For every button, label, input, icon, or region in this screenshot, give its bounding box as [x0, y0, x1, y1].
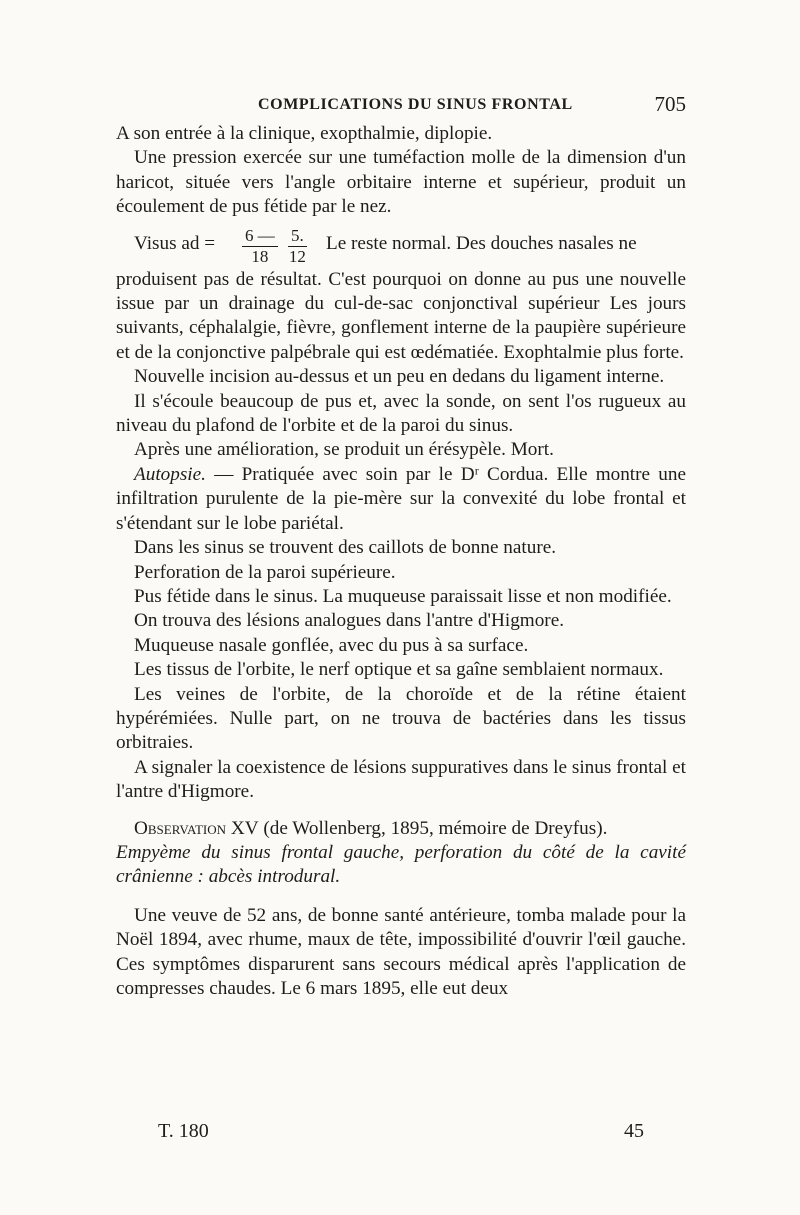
paragraph: Il s'écoule beaucoup de pus et, avec la sonde, on sent l'os rugueux au niveau du plafond de l'orbite et de la paroi du sinus.	[116, 390, 686, 437]
visus-line	[116, 220, 686, 268]
body-text	[116, 122, 686, 1001]
paragraph: Dans les sinus se trouvent des caillots de bonne nature.	[134, 537, 557, 559]
paragraph: On trouva des lésions analogues dans l'antre d'Higmore.	[134, 610, 565, 632]
visus-fraction-1	[242, 226, 278, 267]
folio-number: 45	[624, 1120, 644, 1142]
paragraph: A son entrée à la clinique, exopthalmie, diplopie.	[116, 123, 493, 144]
paragraph: produisent pas de résultat. C'est pourquoi on donne au pus une nouvelle issue par un drainage du cul-de-sac conjonctival supérieur Les jours suivants, céphalalgie, fièvre, gonflement interne de la paupière supérieure et de la conjonctive palpébrale qui est œdématiée. Exophtalmie plus forte.	[116, 268, 686, 363]
paragraph: Pus fétide dans le sinus. La muqueuse paraissait lisse et non modifiée.	[134, 585, 672, 607]
visus-label: Visus ad =	[134, 232, 216, 254]
paragraph: Après une amélioration, se produit un érésypèle. Mort.	[134, 439, 554, 461]
autopsy-text: — Pratiquée avec soin par le Dʳ Cordua. Elle montre une infiltration purulente de la pie-mère sur la convexité du lobe frontal et s'étendant sur le lobe pariétal.	[116, 463, 686, 534]
paragraph: Nouvelle incision au-dessus et un peu en dedans du ligament interne.	[134, 366, 665, 388]
paragraph: Une veuve de 52 ans, de bonne santé antérieure, tomba malade pour la Noël 1894, avec rhume, maux de tête, impossibilité d'ouvrir l'œil gauche. Ces symptômes disparurent sans secours médical après l'application de compresses chaudes. Le 6 mars 1895, elle eut deux	[116, 904, 686, 999]
autopsy-label: Autopsie.	[134, 463, 206, 485]
fraction-denominator: 12	[288, 246, 306, 266]
observation-source: (de Wollenberg, 1895, mémoire de Dreyfus).	[258, 817, 608, 839]
printer-signature: T. 180	[158, 1120, 209, 1142]
fraction-denominator: 18	[251, 246, 269, 266]
page-header	[116, 92, 686, 122]
paragraph: Perforation de la paroi supérieure.	[134, 561, 396, 583]
observation-subtitle: Empyème du sinus frontal gauche, perforation du côté de la cavité crânienne : abcès introdural.	[116, 841, 686, 888]
observation-label: Observation XV	[134, 817, 259, 839]
visus-rest: Le reste normal. Des douches nasales ne	[326, 232, 637, 254]
page-number: 705	[654, 92, 686, 116]
autopsy-paragraph	[116, 463, 686, 536]
visus-fraction-2	[288, 226, 307, 267]
fraction-numerator: 5.	[288, 226, 307, 247]
paragraph: Les veines de l'orbite, de la choroïde et de la rétine étaient hypérémiées. Nulle part, on ne trouva de bactéries dans les tissus orbitraies.	[116, 683, 686, 754]
fraction-numerator: 6 —	[242, 226, 278, 247]
page-footer	[116, 1120, 644, 1150]
paragraph: A signaler la coexistence de lésions suppuratives dans le sinus frontal et l'antre d'Higmore.	[116, 756, 686, 803]
paragraph: Les tissus de l'orbite, le nerf optique et sa gaîne semblaient normaux.	[134, 659, 664, 681]
running-title: COMPLICATIONS DU SINUS FRONTAL	[258, 96, 573, 113]
paragraph: Muqueuse nasale gonflée, avec du pus à sa surface.	[134, 634, 529, 656]
observation-heading	[116, 817, 686, 841]
paragraph: Une pression exercée sur une tuméfaction molle de la dimension d'un haricot, située vers l'angle orbitaire interne et supérieur, produit un écoulement de pus fétide par le nez.	[116, 147, 686, 218]
